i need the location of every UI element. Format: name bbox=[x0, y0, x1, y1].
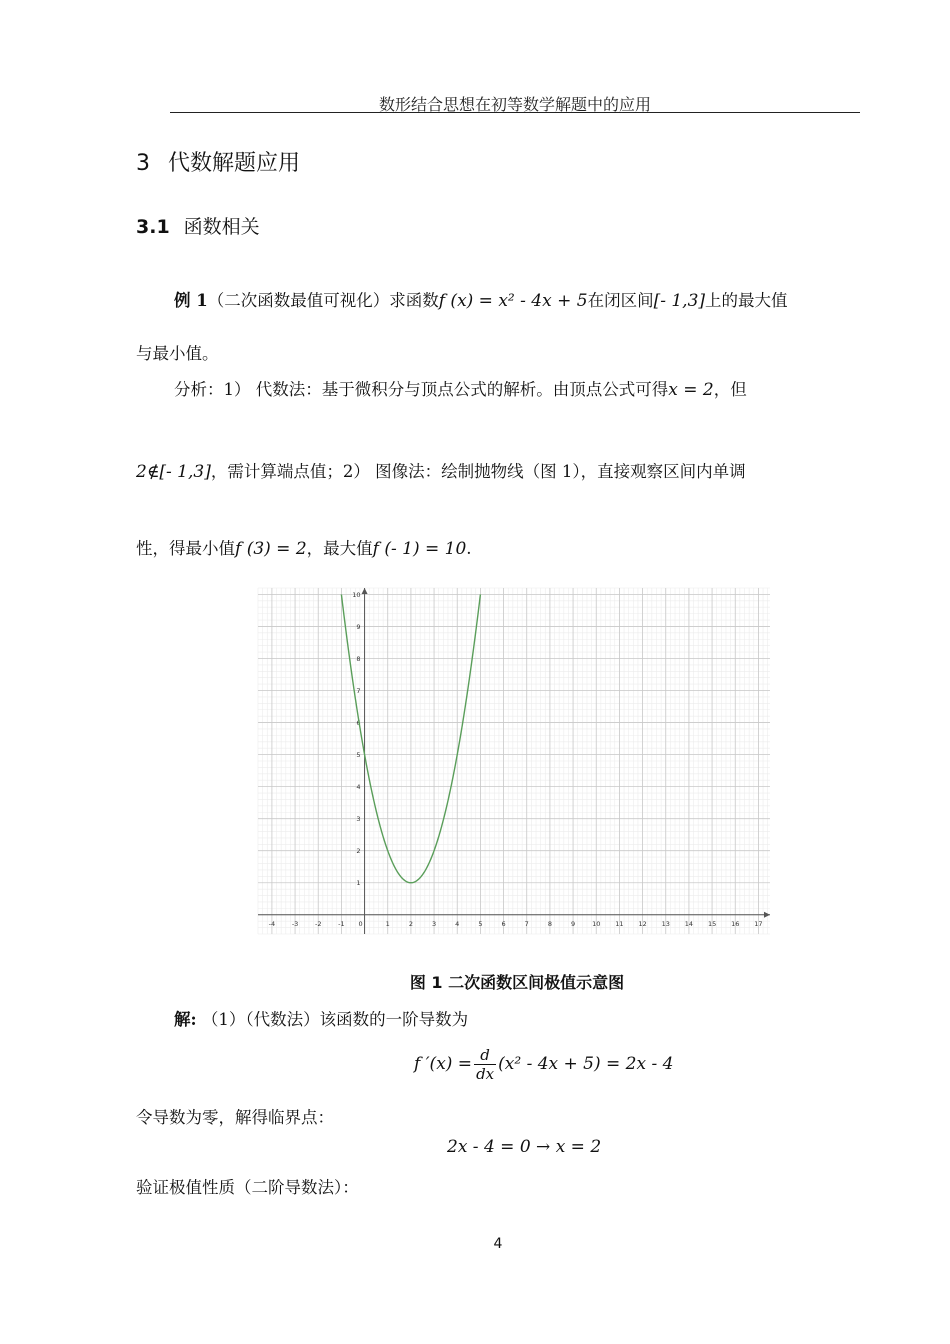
analysis-line-2 bbox=[136, 460, 746, 484]
x-tick-label: 8 bbox=[547, 919, 552, 928]
y-tick-label: 3 bbox=[356, 815, 361, 824]
function-formula: f (x) = x² - 4x + 5 bbox=[438, 291, 588, 311]
x-axis-arrow bbox=[764, 912, 770, 918]
example-mid: 在闭区间 bbox=[587, 291, 654, 310]
example-line-2: 与最小值。 bbox=[136, 344, 219, 363]
x-tick-label: 3 bbox=[432, 919, 437, 928]
x-tick-label: 2 bbox=[408, 919, 413, 928]
y-tick-label: 7 bbox=[356, 687, 361, 696]
y-tick-label: 1 bbox=[356, 879, 361, 888]
x-tick-label: 9 bbox=[571, 919, 576, 928]
derivative-fraction bbox=[474, 1046, 496, 1083]
derivative-lhs: f ′(x) = bbox=[414, 1054, 473, 1074]
x-tick-label: 5 bbox=[478, 919, 483, 928]
x-tick-label: 6 bbox=[501, 919, 506, 928]
x-tick-label: 10 bbox=[592, 919, 601, 928]
y-tick-labels bbox=[352, 591, 360, 887]
x-tick-label: -1 bbox=[338, 919, 345, 928]
x-tick-label: 4 bbox=[455, 919, 460, 928]
example-label: 例 1 bbox=[174, 291, 208, 310]
solution-text: （1）（代数法）该函数的一阶导数为 bbox=[201, 1010, 469, 1029]
y-tick-label: 6 bbox=[356, 719, 361, 728]
subsection-heading bbox=[136, 212, 260, 239]
max-formula: f (- 1) = 10 bbox=[372, 539, 467, 559]
analysis-line-3 bbox=[136, 537, 472, 561]
derivative-rhs: (x² - 4x + 5) = 2x - 4 bbox=[498, 1054, 674, 1074]
example-intro: （二次函数最值可视化）求函数 bbox=[207, 291, 439, 310]
analysis-text-1-end: ，但 bbox=[713, 380, 747, 399]
x-tick-label: 15 bbox=[707, 919, 717, 928]
critical-text: 令导数为零，解得临界点： bbox=[136, 1108, 334, 1127]
fraction-numerator: d bbox=[474, 1046, 496, 1065]
x-tick-label: -2 bbox=[314, 919, 322, 928]
notin-formula: 2∉[- 1,3] bbox=[136, 462, 211, 482]
x-tick-label: 13 bbox=[661, 919, 670, 928]
grid-minor bbox=[258, 588, 770, 934]
y-axis-arrow bbox=[362, 588, 368, 594]
x-tick-label: -3 bbox=[291, 919, 299, 928]
x-tick-label: 14 bbox=[684, 919, 694, 928]
section-title: 代数解题应用 bbox=[168, 151, 301, 176]
solution-label: 解: bbox=[174, 1010, 197, 1029]
subsection-title: 函数相关 bbox=[183, 216, 260, 238]
x-tick-label: 0 bbox=[358, 919, 363, 928]
analysis-text-3: 性，得最小值 bbox=[136, 539, 235, 558]
y-tick-label: 4 bbox=[356, 783, 361, 792]
x-tick-label: -4 bbox=[268, 919, 276, 928]
running-header: 数形结合思想在初等数学解题中的应用 bbox=[378, 95, 651, 114]
x-tick-label: 17 bbox=[754, 919, 763, 928]
subsection-number: 3.1 bbox=[136, 216, 170, 238]
y-tick-label: 10 bbox=[352, 590, 361, 599]
y-tick-label: 8 bbox=[356, 654, 361, 663]
analysis-text-4: ，最大值 bbox=[306, 539, 373, 558]
page-number: 4 bbox=[493, 1236, 503, 1252]
analysis-text-2: ，需计算端点值；2） 图像法：绘制抛物线（图 1），直接观察区间内单调 bbox=[210, 462, 746, 481]
example-line-1 bbox=[174, 289, 788, 313]
header-rule bbox=[170, 112, 860, 113]
x-tick-label: 11 bbox=[615, 919, 624, 928]
analysis-text-5: . bbox=[466, 539, 472, 558]
figure-caption: 图 1 二次函数区间极值示意图 bbox=[409, 973, 625, 992]
y-tick-label: 9 bbox=[356, 622, 361, 631]
solution-line bbox=[174, 1008, 468, 1032]
y-tick-label: 2 bbox=[356, 847, 361, 856]
derivative-equation bbox=[414, 1044, 673, 1084]
analysis-text-1: 分析：1） 代数法：基于微积分与顶点公式的解析。由顶点公式可得 bbox=[174, 380, 669, 399]
critical-equation: 2x - 4 = 0 → x = 2 bbox=[447, 1137, 602, 1157]
verify-text: 验证极值性质（二阶导数法）： bbox=[136, 1178, 359, 1197]
example-end: 上的最大值 bbox=[705, 291, 788, 310]
analysis-line-1 bbox=[174, 378, 747, 402]
section-number: 3 bbox=[136, 151, 150, 176]
fraction-denominator: dx bbox=[476, 1065, 495, 1083]
min-formula: f (3) = 2 bbox=[235, 539, 307, 559]
interval-formula: [- 1,3] bbox=[653, 291, 706, 311]
vertex-formula: x = 2 bbox=[668, 380, 714, 400]
x-tick-label: 7 bbox=[524, 919, 529, 928]
parabola-chart bbox=[256, 584, 778, 942]
x-tick-label: 1 bbox=[385, 919, 390, 928]
y-tick-label: 5 bbox=[356, 751, 361, 760]
x-tick-label: 12 bbox=[638, 919, 647, 928]
x-tick-label: 16 bbox=[731, 919, 740, 928]
section-heading bbox=[136, 146, 300, 177]
